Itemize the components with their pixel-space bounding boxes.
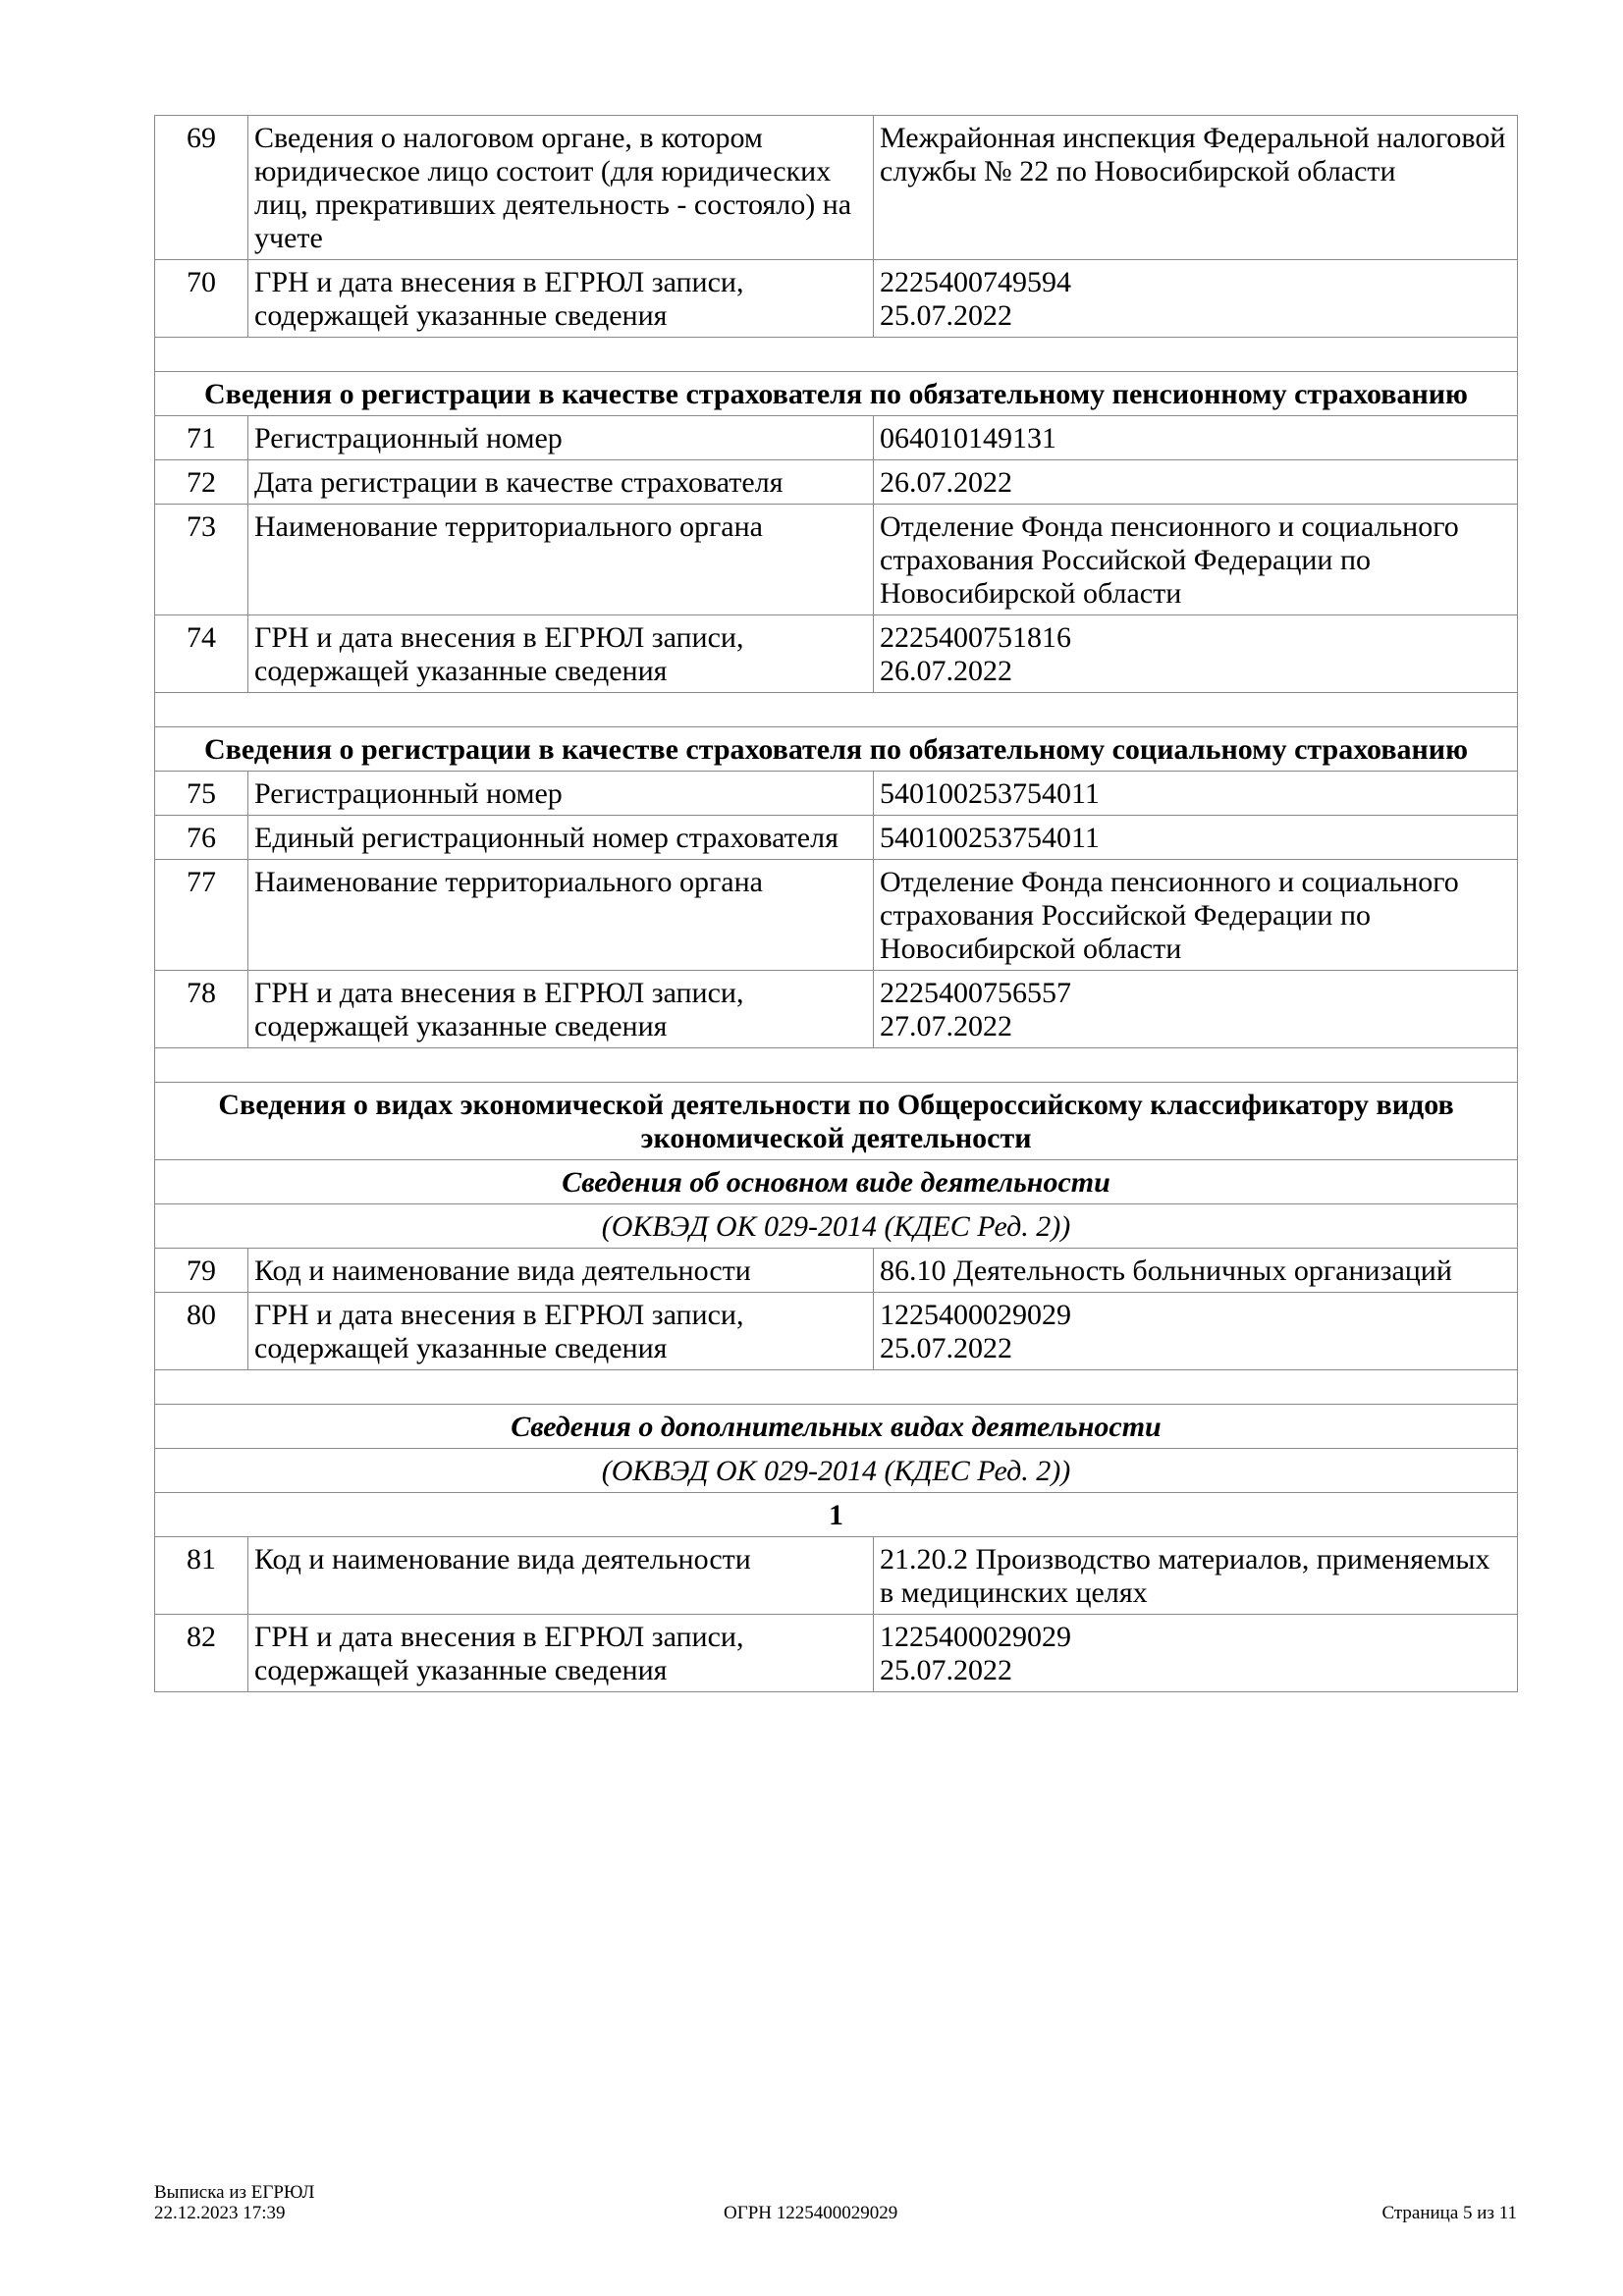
table-row	[155, 772, 1518, 816]
spacer-row	[155, 1048, 1518, 1083]
row-label: Наименование территориального органа	[248, 860, 874, 971]
row-value	[874, 971, 1518, 1048]
row-number: 72	[155, 460, 248, 505]
row-value	[874, 260, 1518, 338]
table-row	[155, 816, 1518, 860]
row-value: Отделение Фонда пенсионного и социального страхования Российской Федерации по Новосибирской области	[874, 505, 1518, 615]
row-value: 540100253754011	[874, 772, 1518, 816]
row-number: 79	[155, 1249, 248, 1293]
row-number: 82	[155, 1615, 248, 1692]
row-label: Единый регистрационный номер страхователя	[248, 816, 874, 860]
row-label: ГРН и дата внесения в ЕГРЮЛ записи, содержащей указанные сведения	[248, 1615, 874, 1692]
row-number: 69	[155, 116, 248, 260]
table-row	[155, 116, 1518, 260]
row-label: ГРН и дата внесения в ЕГРЮЛ записи, содержащей указанные сведения	[248, 971, 874, 1048]
table-row	[155, 1293, 1518, 1370]
classifier-row	[155, 1204, 1518, 1249]
spacer-row	[155, 1370, 1518, 1405]
section-title-social: Сведения о регистрации в качестве страхователя по обязательному социальному страхованию	[155, 727, 1518, 772]
index-row	[155, 1493, 1518, 1537]
row-value: Отделение Фонда пенсионного и социального страхования Российской Федерации по Новосибирской области	[874, 860, 1518, 971]
classifier-label-additional: (ОКВЭД ОК 029-2014 (КДЕС Ред. 2))	[155, 1449, 1518, 1493]
grn-number: 2225400749594	[880, 266, 1071, 298]
row-number: 78	[155, 971, 248, 1048]
egrul-extract-page	[154, 115, 1517, 1692]
row-label: Сведения о налоговом органе, в котором юридическое лицо состоит (для юридических лиц, прекративших деятельность - состояло) на учете	[248, 116, 874, 260]
table-row	[155, 416, 1518, 460]
grn-date: 25.07.2022	[880, 1332, 1012, 1364]
row-value: 064010149131	[874, 416, 1518, 460]
table-row	[155, 1249, 1518, 1293]
row-number: 71	[155, 416, 248, 460]
row-number: 77	[155, 860, 248, 971]
row-value	[874, 1293, 1518, 1370]
table-row	[155, 860, 1518, 971]
row-value: Межрайонная инспекция Федеральной налоговой службы № 22 по Новосибирской области	[874, 116, 1518, 260]
grn-date: 25.07.2022	[880, 1654, 1012, 1686]
table-row	[155, 971, 1518, 1048]
row-number: 73	[155, 505, 248, 615]
row-label: ГРН и дата внесения в ЕГРЮЛ записи, содержащей указанные сведения	[248, 615, 874, 693]
row-value: 86.10 Деятельность больничных организаций	[874, 1249, 1518, 1293]
row-value: 21.20.2 Производство материалов, применяемых в медицинских целях	[874, 1537, 1518, 1615]
footer-doc-title: Выписка из ЕГРЮЛ	[154, 2182, 315, 2203]
table-row	[155, 615, 1518, 693]
table-row	[155, 1537, 1518, 1615]
row-label: Код и наименование вида деятельности	[248, 1537, 874, 1615]
grn-number: 2225400751816	[880, 621, 1071, 654]
grn-number: 1225400029029	[880, 1299, 1071, 1331]
table-row	[155, 505, 1518, 615]
footer-ogrn: ОГРН 1225400029029	[724, 2203, 898, 2223]
row-label: Код и наименование вида деятельности	[248, 1249, 874, 1293]
row-value: 540100253754011	[874, 816, 1518, 860]
row-label: Регистрационный номер	[248, 772, 874, 816]
grn-number: 1225400029029	[880, 1621, 1071, 1653]
table-row	[155, 260, 1518, 338]
grn-number: 2225400756557	[880, 977, 1071, 1009]
row-label: ГРН и дата внесения в ЕГРЮЛ записи, содержащей указанные сведения	[248, 1293, 874, 1370]
table-row	[155, 460, 1518, 505]
subsection-title-additional-activity: Сведения о дополнительных видах деятельности	[155, 1405, 1518, 1449]
row-label: Наименование территориального органа	[248, 505, 874, 615]
classifier-label-main: (ОКВЭД ОК 029-2014 (КДЕС Ред. 2))	[155, 1204, 1518, 1249]
activity-index: 1	[155, 1493, 1518, 1537]
row-number: 70	[155, 260, 248, 338]
row-number: 75	[155, 772, 248, 816]
row-value: 26.07.2022	[874, 460, 1518, 505]
table-row	[155, 1615, 1518, 1692]
grn-date: 27.07.2022	[880, 1010, 1012, 1042]
spacer-row	[155, 338, 1518, 372]
row-label: ГРН и дата внесения в ЕГРЮЛ записи, содержащей указанные сведения	[248, 260, 874, 338]
egrul-table	[154, 115, 1518, 1692]
footer-datetime: 22.12.2023 17:39	[154, 2203, 286, 2223]
section-title-pension: Сведения о регистрации в качестве страхователя по обязательному пенсионному страхованию	[155, 372, 1518, 416]
section-title-okved: Сведения о видах экономической деятельности по Общероссийскому классификатору видов экономической деятельности	[155, 1083, 1518, 1160]
section-header-row	[155, 372, 1518, 416]
subsection-header-row	[155, 1405, 1518, 1449]
section-header-row	[155, 1083, 1518, 1160]
row-value	[874, 1615, 1518, 1692]
row-number: 76	[155, 816, 248, 860]
row-number: 74	[155, 615, 248, 693]
row-number: 80	[155, 1293, 248, 1370]
footer-page-number: Страница 5 из 11	[1381, 2203, 1517, 2223]
row-number: 81	[155, 1537, 248, 1615]
spacer-row	[155, 693, 1518, 727]
subsection-header-row	[155, 1160, 1518, 1204]
classifier-row	[155, 1449, 1518, 1493]
grn-date: 26.07.2022	[880, 655, 1012, 687]
row-value	[874, 615, 1518, 693]
footer-doc-info	[154, 2182, 314, 2223]
subsection-title-main-activity: Сведения об основном виде деятельности	[155, 1160, 1518, 1204]
row-label: Регистрационный номер	[248, 416, 874, 460]
section-header-row	[155, 727, 1518, 772]
grn-date: 25.07.2022	[880, 299, 1012, 332]
row-label: Дата регистрации в качестве страхователя	[248, 460, 874, 505]
